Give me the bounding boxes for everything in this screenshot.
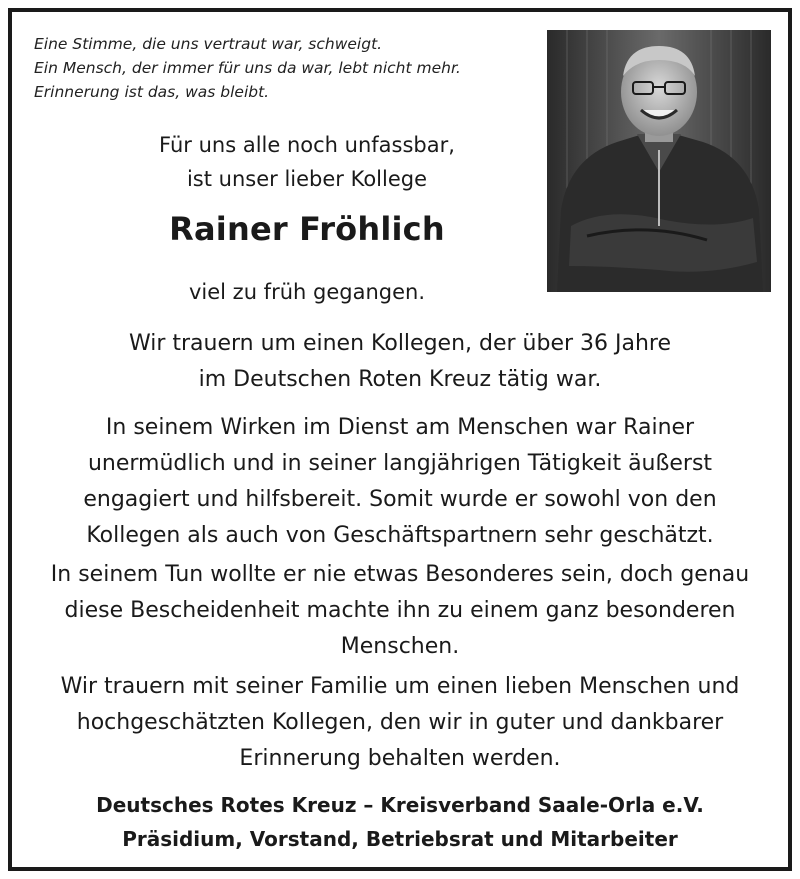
paragraph-modesty bbox=[32, 557, 768, 665]
paragraph-line: Menschen. bbox=[340, 634, 460, 659]
paragraph-line: In seinem Tun wollte er nie etwas Besonderes sein, doch genau bbox=[50, 562, 750, 587]
intro-line: Für uns alle noch unfassbar, bbox=[159, 133, 455, 157]
deceased-name: Rainer Fröhlich bbox=[169, 210, 445, 248]
paragraph-tenure bbox=[32, 326, 768, 398]
signature-organization: Deutsches Rotes Kreuz – Kreisverband Saale-Orla e.V. bbox=[96, 793, 704, 817]
signature-members: Präsidium, Vorstand, Betriebsrat und Mitarbeiter bbox=[122, 827, 678, 851]
paragraph-line: Kollegen als auch von Geschäftspartnern sehr geschätzt. bbox=[86, 523, 714, 548]
paragraph-line: Wir trauern mit seiner Familie um einen lieben Menschen und bbox=[60, 674, 740, 699]
paragraph-line: engagiert und hilfsbereit. Somit wurde er sowohl von den bbox=[83, 487, 717, 512]
paragraph-line: Wir trauern um einen Kollegen, der über 36 Jahre bbox=[128, 331, 672, 356]
paragraph-line: im Deutschen Roten Kreuz tätig war. bbox=[198, 367, 602, 392]
poem-line: Ein Mensch, der immer für uns da war, lebt nicht mehr. bbox=[34, 59, 461, 77]
paragraph-mourning bbox=[32, 669, 768, 777]
intro-text bbox=[122, 128, 492, 196]
memorial-poem bbox=[34, 32, 461, 104]
paragraph-line: unermüdlich und in seiner langjährigen Tätigkeit äußerst bbox=[87, 451, 713, 476]
paragraph-line: diese Bescheidenheit machte ihn zu einem ganz besonderen bbox=[64, 598, 736, 623]
signature-block bbox=[32, 788, 768, 856]
portrait-photo bbox=[547, 30, 771, 292]
paragraph-line: Erinnerung behalten werden. bbox=[239, 746, 561, 771]
poem-line: Eine Stimme, die uns vertraut war, schweigt. bbox=[34, 35, 383, 53]
gone-text: viel zu früh gegangen. bbox=[188, 280, 425, 304]
obituary-frame bbox=[8, 8, 792, 871]
paragraph-line: hochgeschätzten Kollegen, den wir in guter und dankbarer bbox=[76, 710, 724, 735]
intro-line: ist unser lieber Kollege bbox=[186, 167, 428, 191]
paragraph-work bbox=[32, 410, 768, 554]
paragraph-line: In seinem Wirken im Dienst am Menschen war Rainer bbox=[105, 415, 695, 440]
poem-line: Erinnerung ist das, was bleibt. bbox=[34, 83, 270, 101]
